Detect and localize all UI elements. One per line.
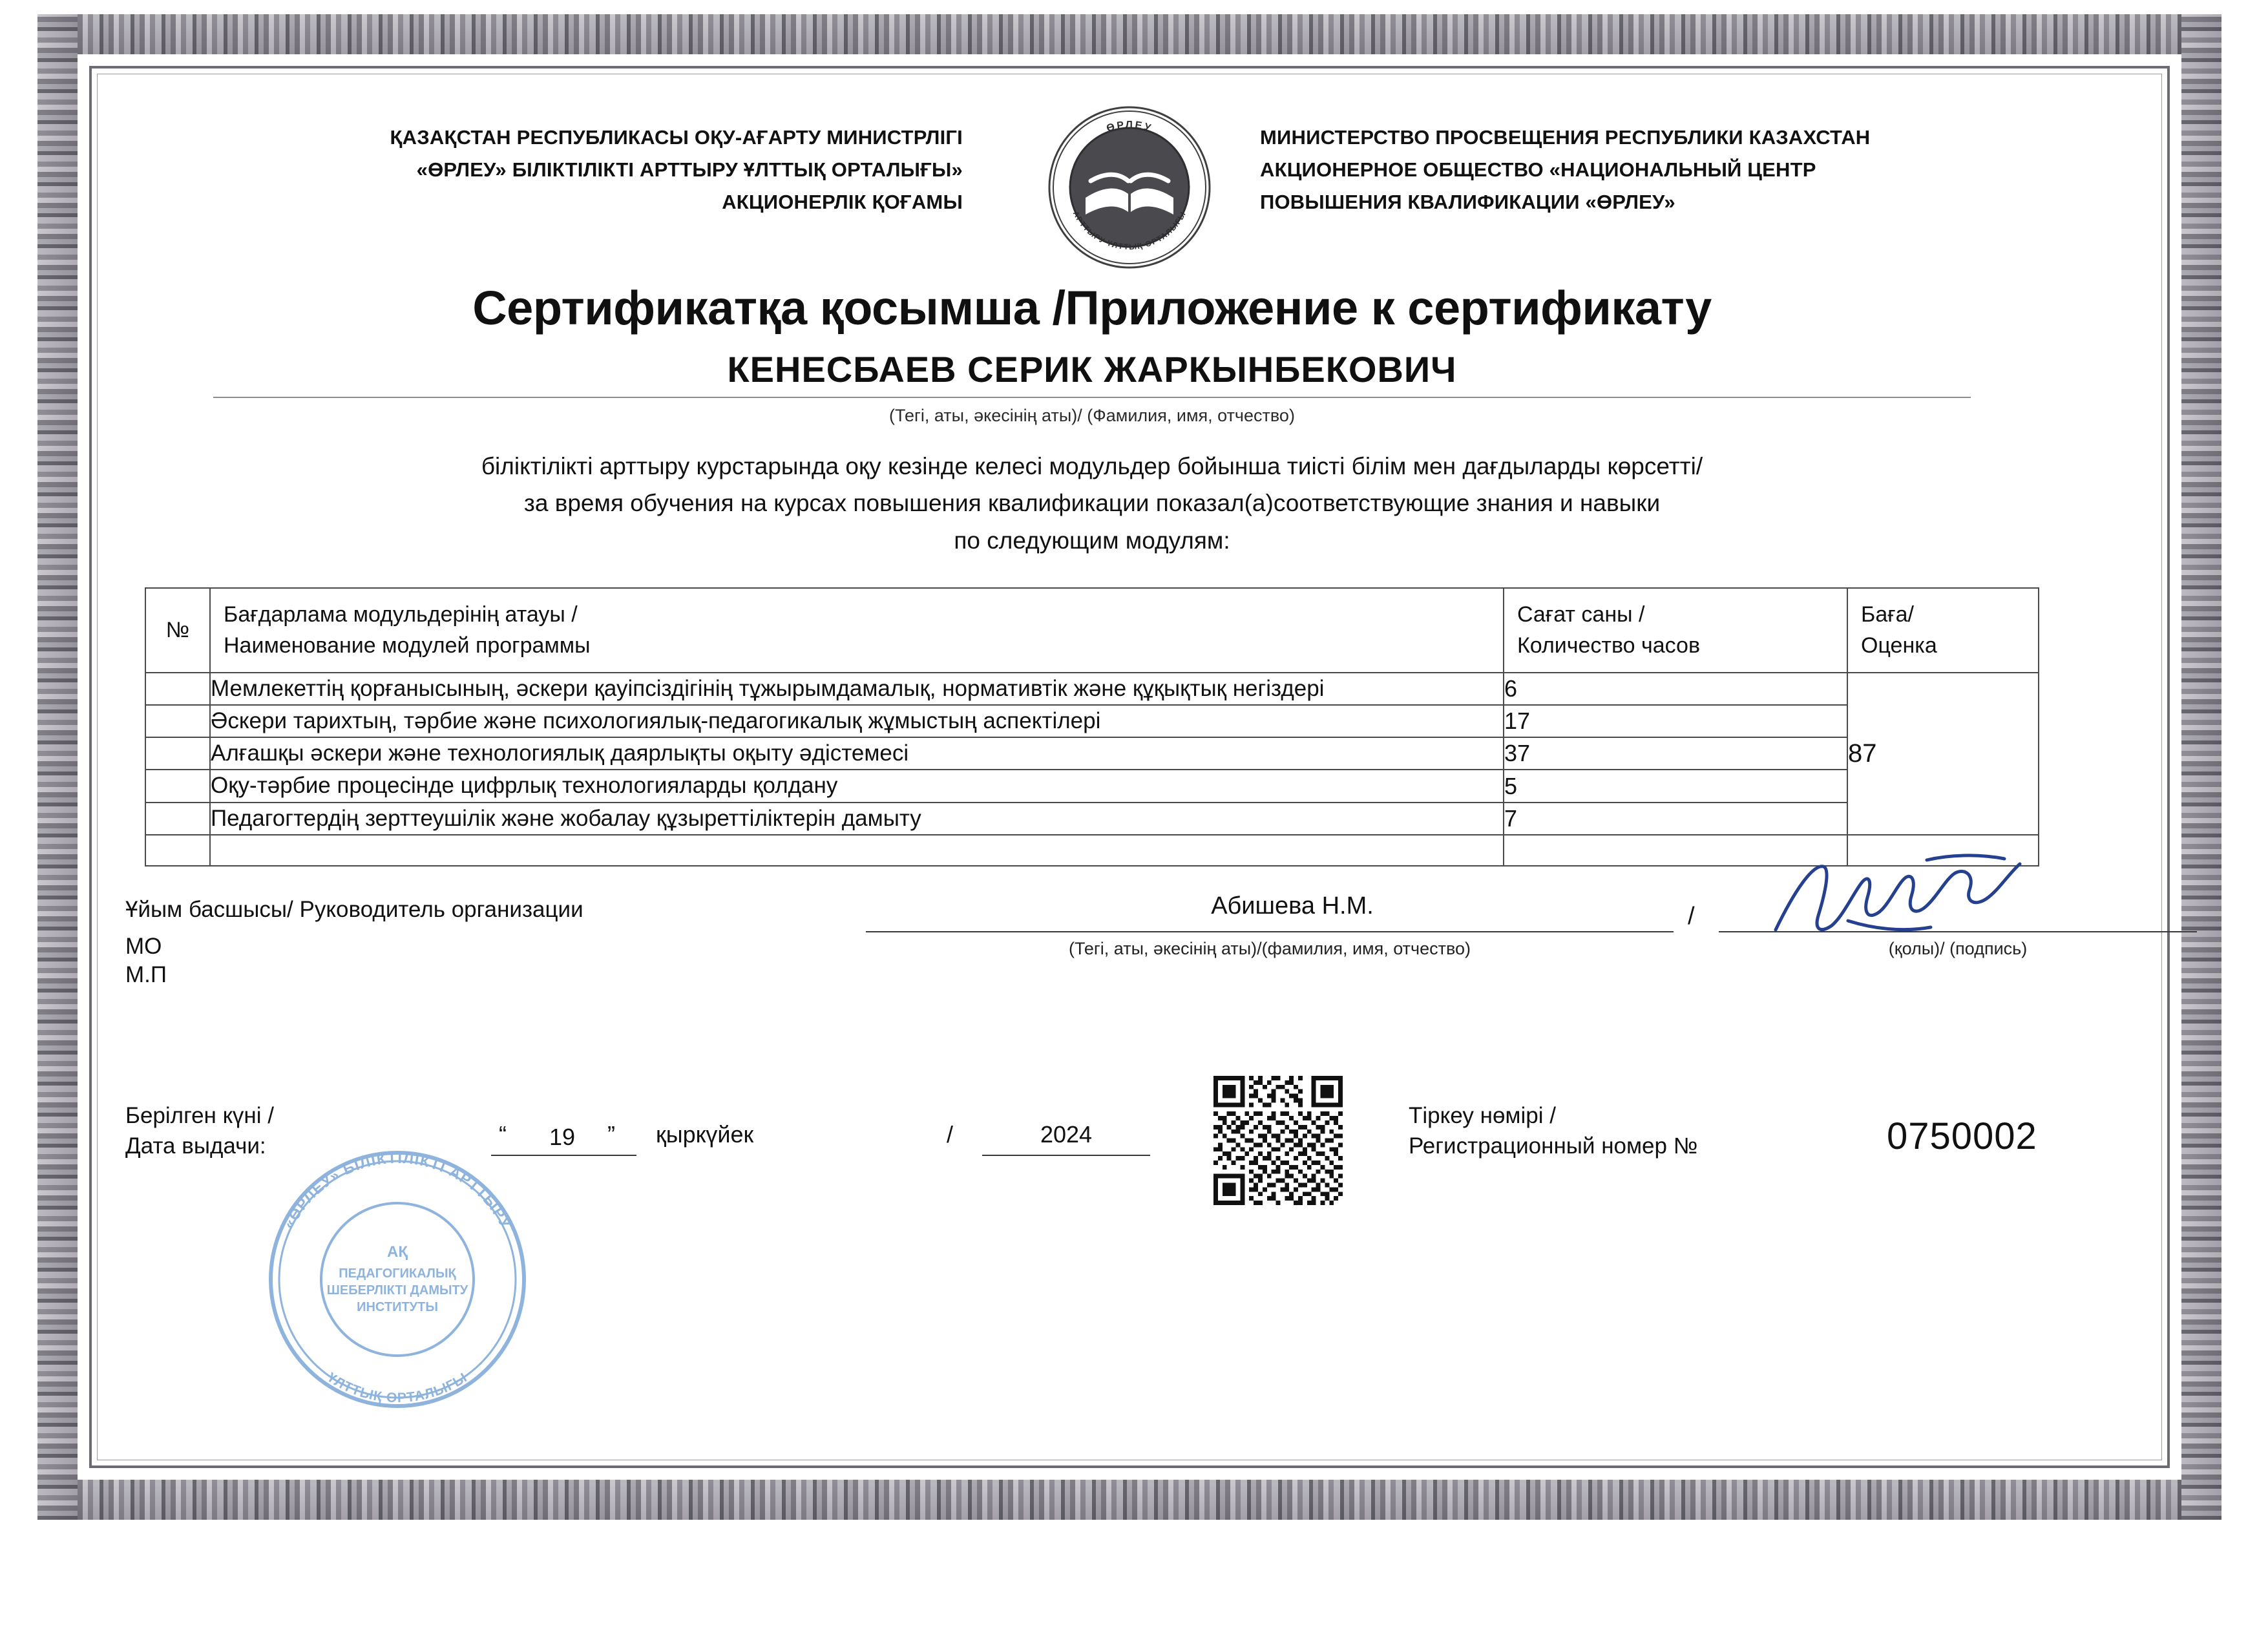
row-hours-3: 37	[1504, 737, 1847, 770]
header-cell-mark	[1847, 588, 2039, 673]
orleu-emblem-icon	[1045, 103, 1213, 271]
row-hours-1: 6	[1504, 673, 1847, 705]
border-band-top	[37, 14, 2221, 54]
signer-name: Абишева Н.М.	[1211, 892, 1374, 920]
document-footer	[103, 1064, 2081, 1213]
table-header-row	[145, 588, 2039, 673]
quote-close: ”	[607, 1121, 615, 1148]
svg-text:ҰЛТТЫҚ ОРТАЛЫҒЫ: ҰЛТТЫҚ ОРТАЛЫҒЫ	[324, 1370, 470, 1406]
row-module-name-4: Оқу-тәрбие процесінде цифрлық технологияларды қолдану	[210, 770, 1504, 802]
holder-name: КЕНЕСБАЕВ СЕРИК ЖАРКЫНБЕКОВИЧ	[727, 349, 1457, 390]
svg-text:ӨРЛЕУ: ӨРЛЕУ	[1105, 119, 1154, 134]
row-number-1	[145, 673, 210, 705]
signer-name-caption: (Тегі, аты, әкесінің аты)/(фамилия, имя, отчество)	[1068, 939, 1471, 959]
header-module-name-kk: Бағдарлама модульдерінің атауы /	[224, 602, 578, 627]
ministry-ru-block	[1260, 121, 2022, 219]
svg-text:ПЕДАГОГИКАЛЫҚ: ПЕДАГОГИКАЛЫҚ	[339, 1266, 456, 1281]
issue-year-rule	[982, 1155, 1150, 1156]
svg-text:ШЕБЕРЛІКТІ ДАМЫТУ: ШЕБЕРЛІКТІ ДАМЫТУ	[326, 1283, 468, 1297]
certificate-content	[103, 97, 2081, 1415]
registration-label	[1409, 1100, 1697, 1162]
spacer-mark	[1847, 835, 2039, 866]
quote-open: “	[499, 1121, 507, 1148]
header-hours-ru: Количество часов	[1517, 633, 1701, 658]
spacer-hours	[1504, 835, 1847, 866]
row-hours-5: 7	[1504, 803, 1847, 835]
issue-year: 2024	[1040, 1121, 1093, 1148]
svg-text:ИНСТИТУТЫ: ИНСТИТУТЫ	[357, 1300, 438, 1314]
ministry-ru-line-1: МИНИСТЕРСТВО ПРОСВЕЩЕНИЯ РЕСПУБЛИКИ КАЗАХСТАН	[1260, 126, 1871, 149]
modules-table	[145, 587, 2039, 867]
row-mark-value: 87	[1847, 673, 2039, 835]
border-band-left	[37, 14, 78, 1520]
spacer-number	[145, 835, 210, 866]
header-module-name-ru: Наименование модулей программы	[224, 633, 591, 658]
row-hours-2: 17	[1504, 705, 1847, 737]
ministry-kk-line-1: ҚАЗАҚСТАН РЕСПУБЛИКАСЫ ОҚУ-АҒАРТУ МИНИСТРЛІГІ	[390, 126, 963, 149]
header-hours-kk: Сағат саны /	[1517, 602, 1645, 627]
date-separator: /	[947, 1121, 954, 1148]
ministry-kk-block	[252, 121, 963, 219]
signature-stamp-label	[125, 932, 167, 989]
row-number-2	[145, 705, 210, 737]
row-number-5	[145, 803, 210, 835]
header-cell-module-name	[210, 588, 1504, 673]
header-cell-number: №	[145, 588, 210, 673]
row-module-name-5: Педагогтердің зерттеушілік және жобалау құзыреттіліктерін дамыту	[210, 803, 1504, 835]
qr-code[interactable]	[1213, 1076, 1343, 1205]
header-cell-hours	[1504, 588, 1847, 673]
header-mark-ru: Оценка	[1861, 633, 1937, 658]
table-row	[145, 673, 2039, 705]
stamp-label-ru: М.П	[125, 961, 167, 987]
spacer-name	[210, 835, 1504, 866]
table-row	[145, 705, 2039, 737]
page-title: Сертификатқа қосымша /Приложение к сертификату	[472, 281, 1712, 335]
holder-name-rule	[213, 397, 1971, 398]
registration-number: 0750002	[1887, 1115, 2037, 1158]
signature-caption: (қолы)/ (подпись)	[1888, 939, 2028, 959]
intro-line-1: біліктілікті арттыру курстарында оқу кезінде келесі модульдер бойынша тиісті білім мен дағдыларды көрсетті/	[481, 453, 1703, 479]
registration-label-ru: Регистрационный номер №	[1409, 1133, 1698, 1159]
intro-line-2: за время обучения на курсах повышения квалификации показал(а)соответствующие знания и навыки	[523, 490, 1661, 517]
issue-date-label	[125, 1100, 274, 1162]
row-number-3	[145, 737, 210, 770]
row-module-name-3: Алғашқы әскери және технологиялық даярлықты оқыту әдістемесі	[210, 737, 1504, 770]
issue-day-rule	[491, 1155, 636, 1156]
registration-label-kk: Тіркеу нөмірі /	[1409, 1103, 1556, 1129]
issue-day: 19	[549, 1124, 576, 1151]
svg-text:АҚ: АҚ	[387, 1243, 408, 1261]
signature-rule	[1719, 931, 2197, 932]
issue-month: қыркүйек	[656, 1121, 754, 1148]
signer-name-rule	[866, 931, 1674, 932]
row-module-name-2: Әскери тарихтың, тәрбие және психологиялық-педагогикалық жұмыстың аспектілері	[210, 705, 1504, 737]
document-header	[103, 97, 2081, 265]
table-row	[145, 737, 2039, 770]
signature-block	[103, 883, 2081, 1019]
issue-date-label-ru: Дата выдачи:	[125, 1133, 266, 1159]
issue-date-label-kk: Берілген күні /	[125, 1103, 274, 1129]
ministry-kk-line-2: «ӨРЛЕУ» БІЛІКТІЛІКТІ АРТТЫРУ ҰЛТТЫҚ ОРТАЛЫҒЫ»	[416, 158, 963, 182]
table-row-spacer	[145, 835, 2039, 866]
svg-text:АРТТЫРУ ҰЛТТЫҚ ОРТАЛЫҒЫ: АРТТЫРУ ҰЛТТЫҚ ОРТАЛЫҒЫ	[1071, 209, 1188, 252]
holder-name-caption: (Тегі, аты, әкесінің аты)/ (Фамилия, имя, отчество)	[889, 406, 1295, 425]
signature-slash: /	[1688, 903, 1695, 930]
row-module-name-1: Мемлекеттің қорғанысының, әскери қауіпсіздігінің тұжырымдамалық, нормативтік және құқықтық негіздері	[210, 673, 1504, 705]
ministry-kk-line-3: АКЦИОНЕРЛІК ҚОҒАМЫ	[722, 191, 963, 214]
stamp-label-kk: МО	[125, 934, 162, 960]
border-band-bottom	[37, 1480, 2221, 1520]
border-band-right	[2181, 14, 2221, 1520]
signature-role-label: Ұйым басшысы/ Руководитель организации	[125, 897, 583, 923]
row-number-4	[145, 770, 210, 802]
ministry-ru-line-3: ПОВЫШЕНИЯ КВАЛИФИКАЦИИ «ӨРЛЕУ»	[1260, 191, 1675, 214]
table-row	[145, 770, 2039, 802]
svg-text:«ӨРЛЕУ» БІЛІКТІЛІКТІ АРТТЫРУ: «ӨРЛЕУ» БІЛІКТІЛІКТІ АРТТЫРУ	[280, 1149, 515, 1232]
ministry-ru-line-2: АКЦИОНЕРНОЕ ОБЩЕСТВО «НАЦИОНАЛЬНЫЙ ЦЕНТР	[1260, 158, 1816, 182]
intro-paragraph	[103, 448, 2081, 559]
table-row	[145, 803, 2039, 835]
header-mark-kk: Баға/	[1861, 602, 1914, 627]
intro-line-3: по следующим модулям:	[954, 527, 1230, 554]
row-hours-4: 5	[1504, 770, 1847, 802]
